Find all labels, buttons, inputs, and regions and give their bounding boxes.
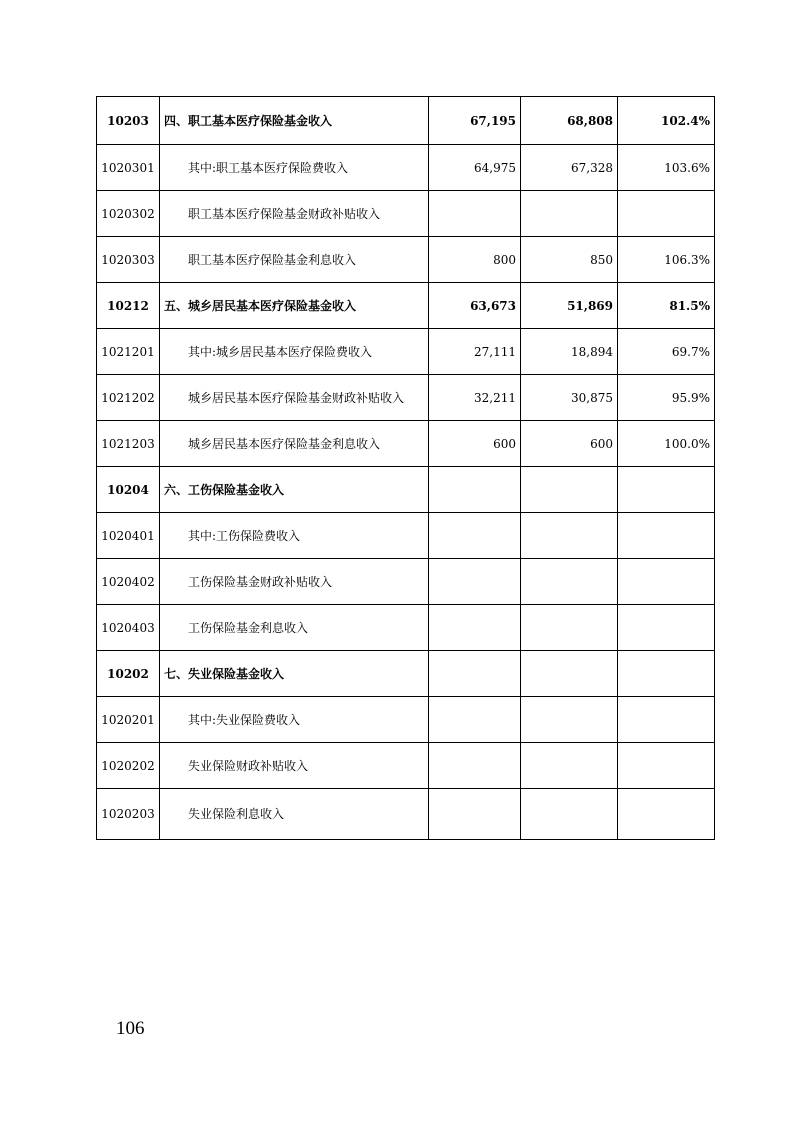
row-name-text: 工伤保险基金利息收入 — [188, 620, 309, 635]
table-row — [97, 651, 715, 697]
row-value-2: 30,875 — [521, 375, 618, 421]
row-name-text: 七、失业保险基金收入 — [164, 666, 285, 681]
row-value-2: 18,894 — [521, 329, 618, 375]
row-code: 1021203 — [97, 421, 160, 467]
row-percent — [618, 559, 715, 605]
table-row — [97, 421, 715, 467]
row-percent: 69.7% — [618, 329, 715, 375]
row-percent: 81.5% — [618, 283, 715, 329]
table-row — [97, 145, 715, 191]
row-value-1 — [429, 605, 521, 651]
row-value-2 — [521, 467, 618, 513]
row-name — [160, 375, 429, 421]
row-code: 1020403 — [97, 605, 160, 651]
row-code: 1021201 — [97, 329, 160, 375]
row-value-1 — [429, 191, 521, 237]
row-percent — [618, 743, 715, 789]
row-value-1 — [429, 467, 521, 513]
budget-table-body — [97, 97, 715, 840]
row-value-1: 64,975 — [429, 145, 521, 191]
row-value-2 — [521, 697, 618, 743]
row-percent — [618, 605, 715, 651]
row-value-2: 600 — [521, 421, 618, 467]
row-name — [160, 97, 429, 145]
row-name-text: 失业保险财政补贴收入 — [188, 758, 309, 773]
row-code: 1021202 — [97, 375, 160, 421]
row-percent — [618, 513, 715, 559]
row-value-2 — [521, 605, 618, 651]
row-name-text: 其中:工伤保险费收入 — [188, 528, 301, 543]
table-row — [97, 605, 715, 651]
row-percent — [618, 651, 715, 697]
row-code: 1020402 — [97, 559, 160, 605]
table-row — [97, 237, 715, 283]
row-percent — [618, 191, 715, 237]
row-value-1 — [429, 743, 521, 789]
row-value-1: 63,673 — [429, 283, 521, 329]
row-percent: 100.0% — [618, 421, 715, 467]
row-value-2 — [521, 513, 618, 559]
table-row — [97, 467, 715, 513]
budget-table — [96, 96, 715, 840]
row-code: 1020302 — [97, 191, 160, 237]
page-number: 106 — [116, 1018, 145, 1039]
row-value-1 — [429, 789, 521, 840]
row-name-text: 五、城乡居民基本医疗保险基金收入 — [164, 298, 357, 313]
row-value-2: 67,328 — [521, 145, 618, 191]
row-value-2 — [521, 789, 618, 840]
row-name-text: 城乡居民基本医疗保险基金利息收入 — [188, 436, 381, 451]
row-name-text: 其中:失业保险费收入 — [188, 712, 301, 727]
row-name-text: 职工基本医疗保险基金财政补贴收入 — [188, 206, 381, 221]
row-value-1: 32,211 — [429, 375, 521, 421]
row-name — [160, 467, 429, 513]
row-percent — [618, 789, 715, 840]
row-name — [160, 743, 429, 789]
table-row — [97, 283, 715, 329]
row-percent: 103.6% — [618, 145, 715, 191]
row-name-text: 城乡居民基本医疗保险基金财政补贴收入 — [188, 390, 405, 405]
row-name — [160, 283, 429, 329]
row-code: 10204 — [97, 467, 160, 513]
row-percent — [618, 697, 715, 743]
row-value-1: 67,195 — [429, 97, 521, 145]
row-name — [160, 329, 429, 375]
row-value-2: 68,808 — [521, 97, 618, 145]
row-value-1 — [429, 651, 521, 697]
table-row — [97, 375, 715, 421]
row-code: 1020202 — [97, 743, 160, 789]
row-value-1 — [429, 559, 521, 605]
row-name — [160, 145, 429, 191]
row-value-2 — [521, 559, 618, 605]
row-name — [160, 559, 429, 605]
table-row — [97, 329, 715, 375]
row-percent: 95.9% — [618, 375, 715, 421]
table-row — [97, 191, 715, 237]
row-value-2 — [521, 743, 618, 789]
row-value-2: 51,869 — [521, 283, 618, 329]
row-code: 1020201 — [97, 697, 160, 743]
table-row — [97, 513, 715, 559]
row-name-text: 六、工伤保险基金收入 — [164, 482, 285, 497]
row-name — [160, 789, 429, 840]
row-name — [160, 191, 429, 237]
row-value-2 — [521, 191, 618, 237]
row-code: 1020303 — [97, 237, 160, 283]
row-name — [160, 651, 429, 697]
row-name-text: 四、职工基本医疗保险基金收入 — [164, 113, 333, 128]
row-value-1 — [429, 513, 521, 559]
row-percent — [618, 467, 715, 513]
row-code: 1020401 — [97, 513, 160, 559]
table-row — [97, 789, 715, 840]
table-row — [97, 97, 715, 145]
table-row — [97, 697, 715, 743]
row-name-text: 工伤保险基金财政补贴收入 — [188, 574, 333, 589]
row-code: 10203 — [97, 97, 160, 145]
row-name — [160, 421, 429, 467]
row-name-text: 职工基本医疗保险基金利息收入 — [188, 252, 357, 267]
row-code: 1020203 — [97, 789, 160, 840]
row-value-1: 800 — [429, 237, 521, 283]
table-row — [97, 743, 715, 789]
row-percent: 106.3% — [618, 237, 715, 283]
row-code: 10202 — [97, 651, 160, 697]
row-code: 10212 — [97, 283, 160, 329]
row-name-text: 其中:城乡居民基本医疗保险费收入 — [188, 344, 373, 359]
row-percent: 102.4% — [618, 97, 715, 145]
table-row — [97, 559, 715, 605]
row-value-1: 600 — [429, 421, 521, 467]
row-name — [160, 237, 429, 283]
row-name-text: 其中:职工基本医疗保险费收入 — [188, 160, 349, 175]
row-name — [160, 605, 429, 651]
row-code: 1020301 — [97, 145, 160, 191]
row-name-text: 失业保险利息收入 — [188, 807, 285, 821]
row-value-2 — [521, 651, 618, 697]
row-value-1: 27,111 — [429, 329, 521, 375]
row-value-2: 850 — [521, 237, 618, 283]
row-name — [160, 513, 429, 559]
row-value-1 — [429, 697, 521, 743]
row-name — [160, 697, 429, 743]
